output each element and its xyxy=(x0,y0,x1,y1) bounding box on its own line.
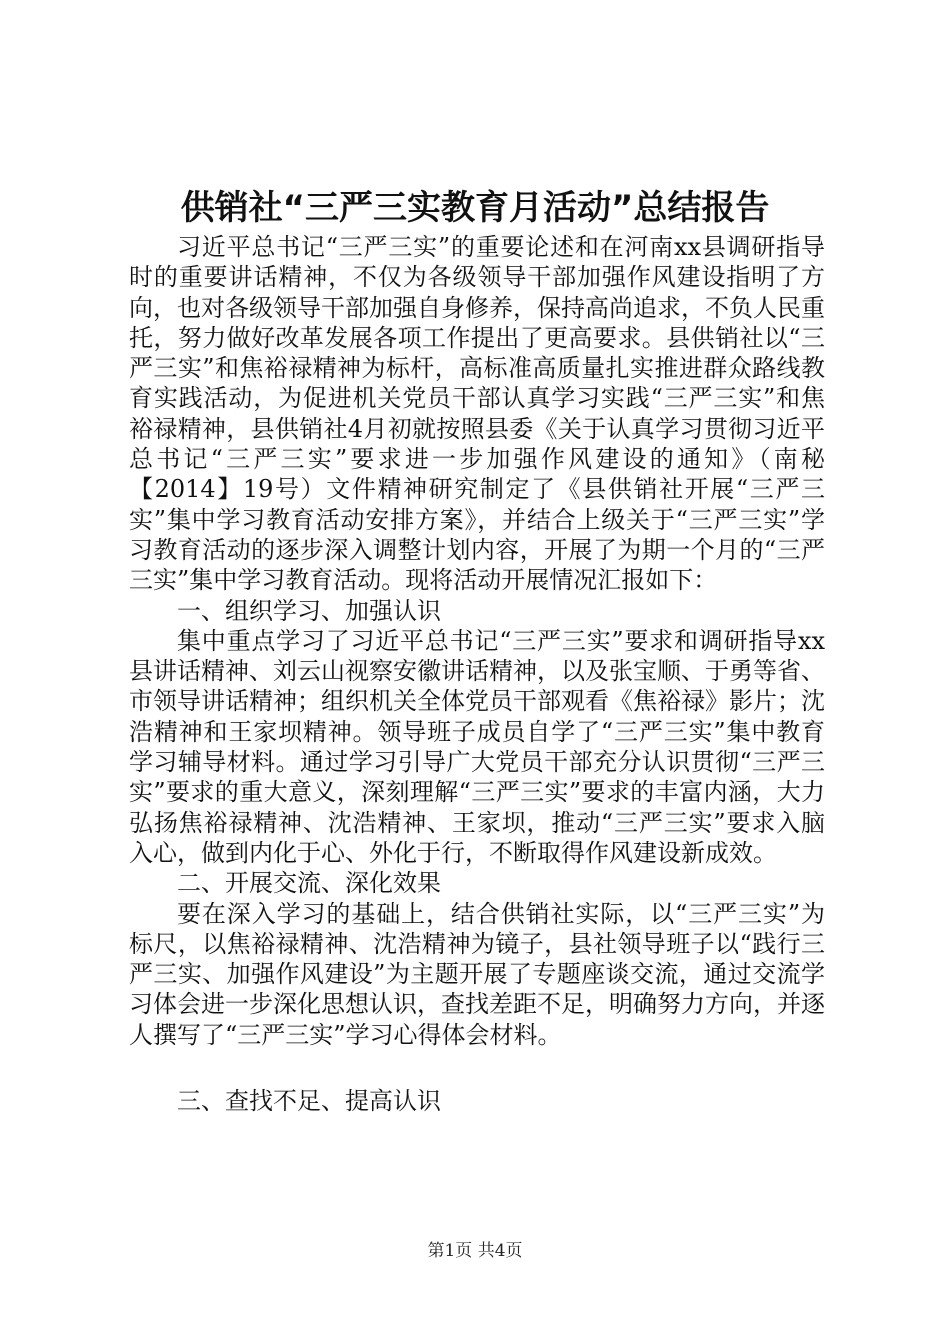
page-footer xyxy=(0,1239,950,1263)
section-heading-1: 一、组织学习、加强认识 xyxy=(177,596,441,625)
document-body xyxy=(129,232,825,1116)
section-heading-2: 二、开展交流、深化效果 xyxy=(177,869,441,898)
section-1-paragraph: 集中重点学习了习近平总书记“三严三实”要求和调研指导xx县讲话精神、刘云山视察安徽讲话精神，以及张宝顺、于勇等省、市领导讲话精神；组织机关全体党员干部观看《焦裕禄》影片；沈浩精神和王家坝精神。领导班子成员自学了“三严三实”集中教育学习辅导材料。通过学习引导广大党员干部充分认识贯彻“三严三实”要求的重大意义，深刻理解“三严三实”要求的丰富内涵，大力弘扬焦裕禄精神、沈浩精神、王家坝，推动“三严三实”要求入脑入心，做到内化于心、外化于行，不断取得作风建设新成效。 xyxy=(129,626,825,867)
page-number: 第1页 xyxy=(427,1241,473,1261)
section-2-paragraph: 要在深入学习的基础上，结合供销社实际，以“三严三实”为标尺，以焦裕禄精神、沈浩精神为镜子，县社领导班子以“践行三严三实、加强作风建设”为主题开展了专题座谈交流，通过交流学习体会进一步深化思想认识，查找差距不足，明确努力方向，并逐人撰写了“三严三实”学习心得体会材料。 xyxy=(129,899,825,1049)
document-title: 供销社“三严三实教育月活动”总结报告 xyxy=(180,188,770,228)
page-total: 共4页 xyxy=(477,1241,523,1261)
intro-paragraph: 习近平总书记“三严三实”的重要论述和在河南xx县调研指导时的重要讲话精神，不仅为各级领导干部加强作风建设指明了方向，也对各级领导干部加强自身修养，保持高尚追求，不负人民重托，努力做好改革发展各项工作提出了更高要求。县供销社以“三严三实”和焦裕禄精神为标杆，高标准高质量扎实推进群众路线教育实践活动，为促进机关党员干部认真学习实践“三严三实”和焦裕禄精神，县供销社4月初就按照县委《关于认真学习贯彻习近平总书记“三严三实”要求进一步加强作风建设的通知》（南秘【2014】19号）文件精神研究制定了《县供销社开展“三严三实”集中学习教育活动安排方案》，并结合上级关于“三严三实”学习教育活动的逐步深入调整计划内容，开展了为期一个月的“三严三实”集中学习教育活动。现将活动开展情况汇报如下： xyxy=(129,233,825,595)
section-heading-3: 三、查找不足、提高认识 xyxy=(177,1087,441,1116)
section-gap xyxy=(129,1050,825,1086)
